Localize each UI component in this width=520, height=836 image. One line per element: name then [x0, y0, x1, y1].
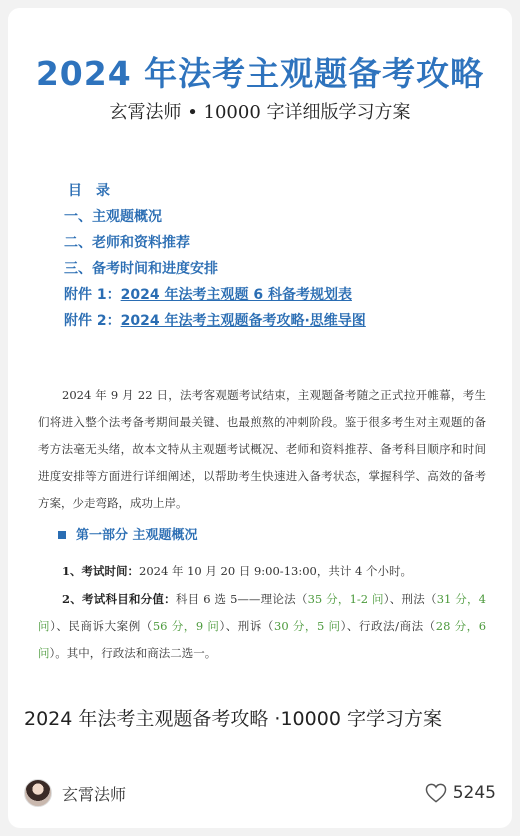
square-bullet-icon — [58, 531, 66, 539]
document-title: 2024 年法考主观题备考攻略 — [35, 54, 485, 93]
item-text: ）、行政法/商法（ — [340, 619, 436, 633]
toc-appendix — [64, 282, 366, 308]
score-text: 56 分，9 问 — [152, 619, 220, 633]
appendix-prefix: 附件 1： — [64, 287, 121, 303]
post-cover-image[interactable] — [8, 8, 512, 688]
post-card[interactable] — [8, 8, 512, 828]
item-label: 考试时间： — [81, 564, 140, 578]
table-of-contents — [64, 178, 366, 334]
item-text: ）、刑法（ — [383, 592, 437, 606]
section-heading-text: 第一部分 主观题概况 — [76, 528, 198, 543]
score-text: 31 分，4 问 — [38, 592, 487, 633]
section-heading — [58, 524, 198, 543]
item-number: 2、 — [62, 592, 82, 606]
item-text: ）、刑诉（ — [219, 619, 274, 633]
author-name[interactable]: 玄霄法师 — [62, 784, 127, 804]
author-info[interactable] — [24, 778, 126, 808]
like-count: 5245 — [452, 783, 496, 803]
like-button[interactable] — [425, 778, 496, 808]
exam-time-item — [38, 558, 510, 585]
score-text: 28 分，6 问 — [38, 619, 487, 660]
intro-paragraph: 2024 年 9 月 22 日，法考客观题考试结束，主观题备考随之正式拉开帷幕，考生们将进入整个法考备考期间最关键、也最煎熬的冲刺阶段。鉴于很多考生对主观题的备考方法毫无头绪，故本文特从主观题考试概况、老师和资料推荐、备考科目顺序和时间进度安排等方面进行详细阐述，以帮助考生快速进入备考状态，掌握科学、高效的备考方案，少走弯路，成功上岸。 — [38, 388, 486, 510]
item-text: 科目 6 选 5——理论法（ — [175, 592, 308, 606]
item-text: ）、民商诉大案例（ — [50, 619, 153, 633]
score-text: 30 分，5 问 — [274, 619, 341, 633]
appendix-prefix: 附件 2： — [64, 313, 121, 329]
document-subtitle: 玄霄法师 • 10000 字详细版学习方案 — [109, 102, 411, 123]
toc-item: 三、备考时间和进度安排 — [64, 261, 218, 277]
toc-item: 一、主观题概况 — [64, 209, 162, 225]
appendix-link: 2024 年法考主观题 6 科备考规划表 — [120, 287, 352, 303]
post-title[interactable]: 2024 年法考主观题备考攻略 ·10000 字学习方案 — [24, 708, 442, 730]
avatar[interactable] — [24, 779, 52, 807]
toc-heading: 目录 — [68, 183, 124, 199]
item-text: 2024 年 10 月 20 日 9:00-13:00，共计 4 个小时。 — [139, 564, 412, 578]
score-text: 35 分，1-2 问 — [307, 592, 384, 606]
appendix-link: 2024 年法考主观题备考攻略·思维导图 — [120, 313, 366, 329]
heart-icon[interactable] — [425, 783, 447, 803]
exam-subjects-item — [38, 586, 486, 667]
toc-item: 二、老师和资料推荐 — [64, 235, 190, 251]
item-label: 考试科目和分值： — [81, 592, 176, 606]
toc-appendix — [64, 308, 366, 334]
item-text: ）。其中，行政法和商法二选一。 — [49, 646, 217, 660]
item-number: 1、 — [62, 564, 82, 578]
